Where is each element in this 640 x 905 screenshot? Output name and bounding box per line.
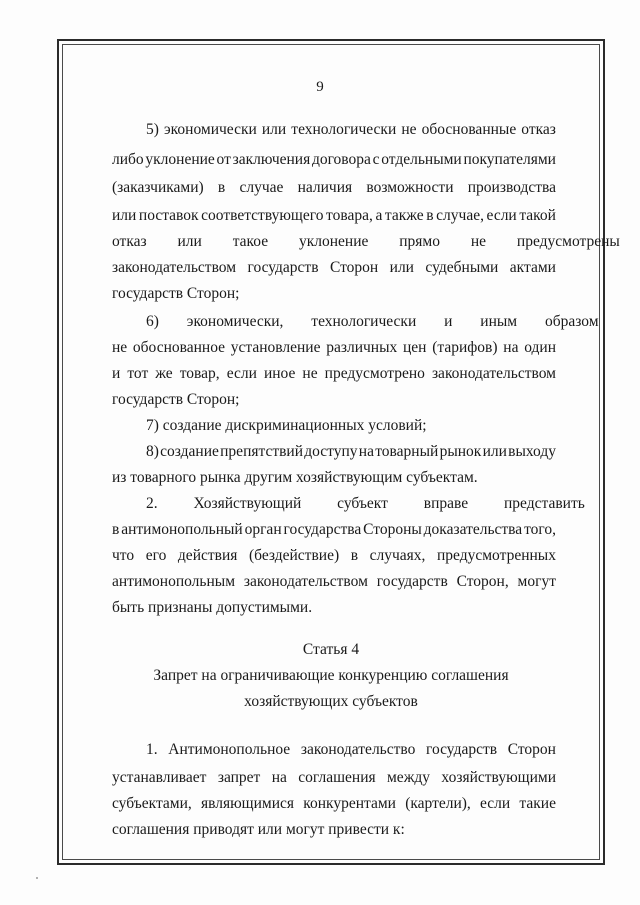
text-line: 1. Антимонопольное законодательство государств Сторон bbox=[146, 741, 556, 758]
text-line: 8) создание препятствий доступу на товарный рынок или выходу bbox=[146, 443, 556, 460]
text-line: либо уклонение от заключения договора с отдельными покупателями bbox=[112, 151, 556, 168]
page-number: 9 bbox=[316, 79, 324, 95]
text-line: что его действия (бездействие) в случаях, предусмотренных bbox=[112, 547, 556, 564]
text-line: (заказчиками) в случае наличия возможности производства bbox=[112, 179, 556, 196]
article-title-line-2: хозяйствующих субъектов bbox=[244, 693, 418, 710]
text-line: в антимонопольный орган государства Стороны доказательства того, bbox=[112, 521, 556, 538]
text-line: антимонопольным законодательством государств Сторон, могут bbox=[112, 573, 556, 590]
text-line: государств Сторон; bbox=[112, 285, 240, 302]
text-line: из товарного рынка другим хозяйствующим субъектам. bbox=[112, 469, 478, 486]
scan-speck bbox=[36, 877, 38, 879]
text-line: устанавливает запрет на соглашения между хозяйствующими bbox=[112, 769, 556, 786]
text-line: не обоснованное установление различных цен (тарифов) на один bbox=[112, 339, 556, 356]
text-line: соглашения приводят или могут привести к: bbox=[112, 821, 405, 838]
article-title-line-1: Запрет на ограничивающие конкуренцию соглашения bbox=[153, 667, 509, 684]
text-line: отказ или такое уклонение прямо не предусмотрены bbox=[112, 233, 620, 250]
text-line: законодательством государств Сторон или судебными актами bbox=[112, 259, 556, 276]
text-line: 2. Хозяйствующий субъект вправе представить bbox=[146, 495, 585, 512]
text-line: или поставок соответствующего товара, а также в случае, если такой bbox=[112, 207, 556, 224]
text-line: государств Сторон; bbox=[112, 391, 240, 408]
text-line: 7) создание дискриминационных условий; bbox=[146, 417, 427, 434]
text-line: субъектами, являющимися конкурентами (картели), если такие bbox=[112, 795, 556, 812]
text-line: 6) экономически, технологически и иным образом bbox=[146, 313, 599, 330]
text-line: быть признаны допустимыми. bbox=[112, 599, 313, 616]
text-line: и тот же товар, если иное не предусмотрено законодательством bbox=[112, 365, 556, 382]
text-line: 5) экономически или технологически не обоснованные отказ bbox=[146, 121, 556, 138]
article-number: Статья 4 bbox=[302, 641, 360, 658]
